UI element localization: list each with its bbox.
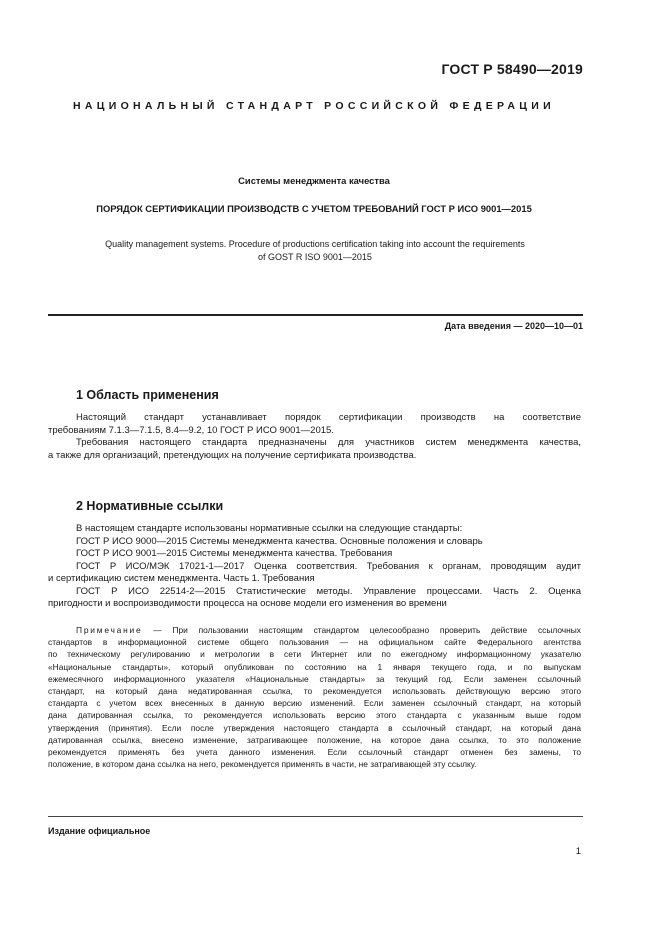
section-1-body [48,412,581,462]
title-divider [48,314,583,316]
note-text: — При пользовании настоящим стандартом целесообразно проверить действие ссылочных [142,625,581,635]
paragraph-line: Настоящий стандарт устанавливает порядок сертификации производств на соответствие [76,412,581,423]
note-line: стандарта с учетом всех внесенных в данную версию изменений. Если заменен ссылочный стандарт, на который [48,698,581,709]
edition-label: Издание официальное [48,826,151,836]
page-number: 1 [575,846,581,857]
note-label: Примечание [76,625,143,635]
document-subtitle: Системы менеджмента качества [238,175,390,186]
introduction-date: Дата введения — 2020—10—01 [444,321,583,331]
national-standard-title: НАЦИОНАЛЬНЫЙ СТАНДАРТ РОССИЙСКОЙ ФЕДЕРАЦИИ [73,100,555,112]
standard-number: ГОСТ Р 58490—2019 [441,61,583,77]
note-line: утверждения (принятия). Если после утверждения настоящего стандарта в ссылочный стандарт, на который дана [48,722,581,733]
paragraph-line: а также для организаций, претендующих на получение сертификата производства. [48,449,417,461]
paragraph-line: Требования настоящего стандарта предназначены для участников систем менеджмента качества, [76,437,581,448]
english-title [70,238,560,264]
note-line: ежемесячного информационного указателя «Национальные стандарты» за текущий год. Если заменен ссылочный [48,673,581,684]
paragraph-line: В настоящем стандарте использованы нормативные ссылки на следующие стандарты: [76,523,463,534]
note-line: стандарт, на который дана недатированная ссылка, то рекомендуется использовать действующую версию этого [48,686,581,697]
note-line: «Национальные стандарты», который опубликован по состоянию на 1 января текущего года, и по выпускам [48,661,581,672]
section-2-heading: 2 Нормативные ссылки [76,499,224,513]
note-line: датированная ссылка, внесено изменение, затрагивающее положение, на которое дана ссылка, то это положение [48,734,581,745]
document-main-title: ПОРЯДОК СЕРТИФИКАЦИИ ПРОИЗВОДСТВ С УЧЕТОМ ТРЕБОВАНИЙ ГОСТ Р ИСО 9001—2015 [96,203,532,214]
section-2-body [48,523,581,611]
reference-line: ГОСТ Р ИСО 22514-2—2015 Статистические методы. Управление процессами. Часть 2. Оценка [76,585,581,597]
reference-line: и сертификацию систем менеджмента. Часть 1. Требования [48,573,315,584]
section-1-heading: 1 Область применения [76,388,219,402]
reference-line: ГОСТ Р ИСО/МЭК 17021-1—2017 Оценка соответствия. Требования к органам, проводящим аудит [76,560,581,572]
note-line: положение, в котором дана ссылка на него, рекомендуется применять в части, не затрагивающей эту ссылку. [48,759,477,770]
reference-line: ГОСТ Р ИСО 9000—2015 Системы менеджмента качества. Основные положения и словарь [76,535,483,547]
english-title-line: of GOST R ISO 9001—2015 [258,252,372,262]
english-title-line: Quality management systems. Procedure of productions certification taking into account the requirements [105,239,525,249]
note-line: дана датированная ссылка, то рекомендуется использовать версию этого стандарта с указанным выше годом [48,710,581,721]
paragraph-line: требованиям 7.1.3—7.1.5, 8.4—9.2, 10 ГОСТ Р ИСО 9001—2015. [48,424,334,436]
note-line: стандартов в информационной системе общего пользования — на официальном сайте Федерального агентства [48,637,581,648]
footer-divider [48,816,583,817]
note-line: рекомендуется применять без учета данного изменения. Если ссылочный стандарт отменен без замены, то [48,747,581,758]
note-block [48,624,581,770]
reference-line: пригодности и воспроизводимости процесса на основе модели его изменения во времени [48,598,447,609]
reference-line: ГОСТ Р ИСО 9001—2015 Системы менеджмента качества. Требования [76,548,393,559]
note-line [48,624,581,636]
note-line: по техническому регулированию и метрологии в сети Интернет или по ежегодному информационному указателю [48,649,581,660]
